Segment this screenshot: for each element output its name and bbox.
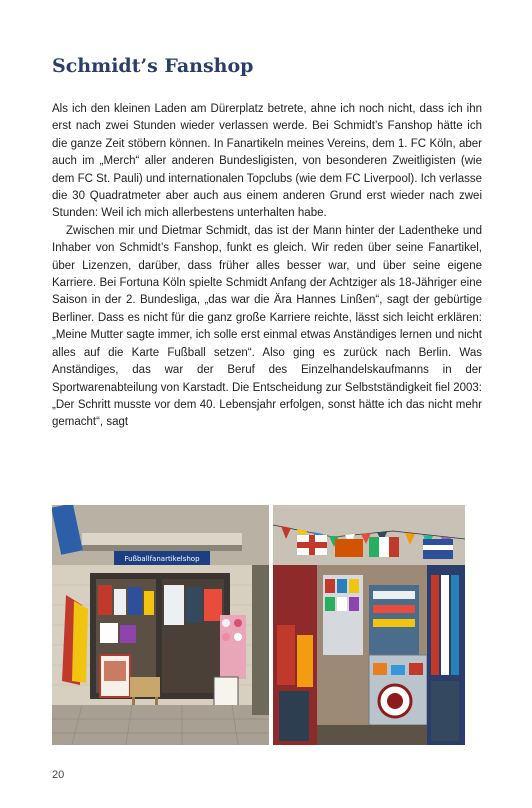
page-number: 20 [52, 769, 65, 781]
paragraph-1: Als ich den kleinen Laden am Dürerplatz betrete, ahne ich noch nicht, dass ich ihn erst nach zwei Stunden wieder verlassen werde. Bei Schmidt’s Fanshop hätte ich die ganze Zeit stöbern können. In Fanartikeln meines Vereins, dem 1. FC Köln, aber auch im „Merch“ aller anderen Bundesligisten, von besonderen Zweitligisten (wie dem FC St. Pauli) und internationalen Topclubs (wie dem FC Liverpool). Ich verlasse die 30 Quadratmeter aber auch aus einem anderen Grund erst wieder nach zwei Stunden: Weil ich mich allerbestens unterhalten habe. [52, 103, 482, 220]
paragraph-2: Zwischen mir und Dietmar Schmidt, das ist der Mann hinter der Ladentheke und Inhaber von Schmidt’s Fanshop, funkt es gleich. Wir reden über seine Fanartikel, über Lizenzen, darüber, dass früher alles besser war, und über seine eigene Karriere. Bei Fortuna Köln spielte Schmidt Anfang der Achtziger als 18-Jähriger eine Saison in der 2. Bundesliga, „das war die Ära Hannes Linßen“, sagt der gebürtige Berliner. Dass es nicht für die ganz große Karriere reichte, lässt sich leicht erklären: „Meine Mutter sagte immer, ich solle erst einmal etwas Anständiges lernen und nicht alles auf die Karte Fußball setzen“. Also ging es zurück nach Berlin. Was Anständiges, das war der Beruf des Einzelhandelskaufmanns in der Sportwarenabteilung von Karstadt. Die Entscheidung zur Selbstständigkeit fiel 2003: „Der Schritt musste vor dem 40. Lebensjahr erfolgen, sonst hätte ich das nicht mehr gemacht“, sagt [52, 224, 482, 429]
shop-interior-photo [273, 505, 465, 745]
article-body [52, 101, 482, 432]
storefront-photo [52, 505, 269, 745]
page-title: Schmidt’s Fanshop [52, 55, 254, 77]
shop-sign-text: Fußballfanartikelshop [124, 555, 200, 563]
